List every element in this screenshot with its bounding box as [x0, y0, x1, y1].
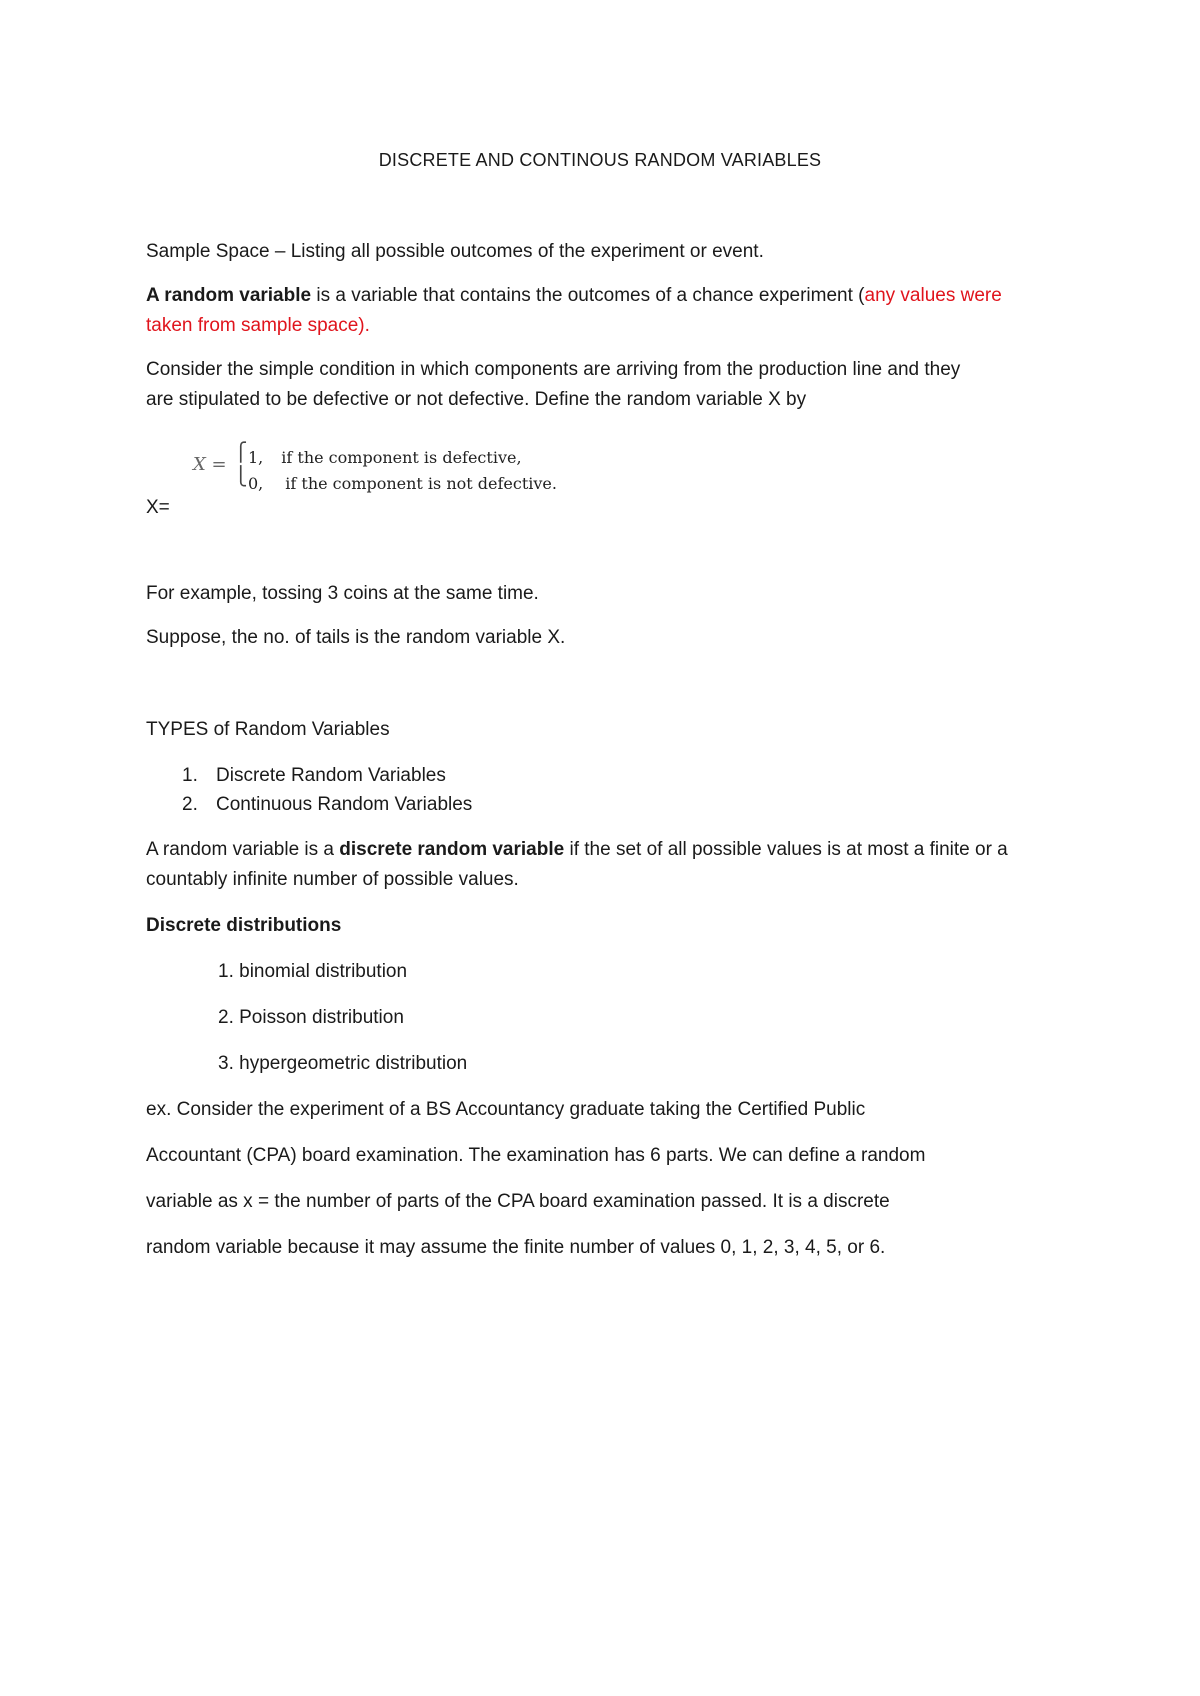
- consider-line-1: Consider the simple condition in which components are arriving from the production line and they: [146, 359, 961, 380]
- cpa-example-line-2: Accountant (CPA) board examination. The examination has 6 parts. We can define a random: [146, 1145, 926, 1166]
- formula-case-2-condition: if the component is not defective.: [285, 474, 557, 493]
- random-variable-term: A random variable: [146, 285, 312, 306]
- example-line-2: Suppose, the no. of tails is the random variable X.: [146, 627, 566, 648]
- formula-case-1-condition: if the component is defective,: [281, 448, 522, 467]
- distributions-heading: [146, 912, 341, 940]
- random-variable-note-2: taken from sample space).: [146, 315, 370, 336]
- distribution-item-3-label: hypergeometric distribution: [233, 1053, 468, 1074]
- formula-case-2: [248, 474, 557, 493]
- example-line-1: For example, tossing 3 coins at the same time.: [146, 583, 539, 604]
- formula-case-1: [248, 448, 522, 467]
- page-title: DISCRETE AND CONTINOUS RANDOM VARIABLES: [378, 150, 822, 170]
- distribution-item-3: [218, 1050, 467, 1078]
- discrete-definition-pre: A random variable is a: [146, 839, 340, 860]
- formula-brace-top: ⎧: [234, 442, 248, 463]
- formula-case-1-value: 1,: [248, 448, 264, 467]
- types-item-1-label: Discrete Random Variables: [216, 765, 446, 786]
- sample-space-paragraph: Sample Space – Listing all possible outcomes of the experiment or event.: [146, 241, 764, 262]
- distribution-item-2: [218, 1004, 404, 1032]
- random-variable-definition: [146, 282, 1002, 310]
- types-item-1: [182, 762, 446, 790]
- distribution-item-1-label: binomial distribution: [233, 961, 408, 982]
- distribution-item-1-number: 1.: [218, 961, 234, 982]
- formula-brace-bottom: ⎩: [234, 466, 248, 487]
- types-heading: TYPES of Random Variables: [146, 719, 390, 740]
- distribution-item-2-number: 2.: [218, 1007, 234, 1028]
- distribution-item-2-label: Poisson distribution: [233, 1007, 404, 1028]
- types-item-2-label: Continuous Random Variables: [216, 794, 473, 815]
- cpa-example-line-3: variable as x = the number of parts of the CPA board examination passed. It is a discrete: [146, 1191, 890, 1212]
- types-item-2: [182, 791, 472, 819]
- distribution-item-1: [218, 958, 407, 986]
- cpa-example-line-1: ex. Consider the experiment of a BS Accountancy graduate taking the Certified Public: [146, 1099, 866, 1120]
- discrete-definition-line-2: countably infinite number of possible values.: [146, 869, 519, 890]
- distribution-item-3-number: 3.: [218, 1053, 234, 1074]
- discrete-definition-line-1: [146, 836, 1008, 864]
- formula-lhs: X =: [193, 454, 227, 475]
- cpa-example-line-4: random variable because it may assume the finite number of values 0, 1, 2, 3, 4, 5, or 6.: [146, 1237, 886, 1258]
- consider-line-2: are stipulated to be defective or not defective. Define the random variable X by: [146, 389, 807, 410]
- random-variable-text: is a variable that contains the outcomes of a chance experiment (: [311, 285, 865, 306]
- types-item-1-number: 1.: [182, 765, 198, 786]
- discrete-definition-term: discrete random variable: [339, 839, 565, 860]
- types-item-2-number: 2.: [182, 794, 198, 815]
- random-variable-note-1: any values were: [864, 285, 1002, 306]
- x-equals-label: X=: [146, 497, 170, 518]
- discrete-definition-post: if the set of all possible values is at most a finite or a: [564, 839, 1008, 860]
- distributions-heading-text: Discrete distributions: [146, 915, 342, 936]
- formula-case-2-value: 0,: [248, 474, 264, 493]
- defective-formula-image: [190, 440, 557, 500]
